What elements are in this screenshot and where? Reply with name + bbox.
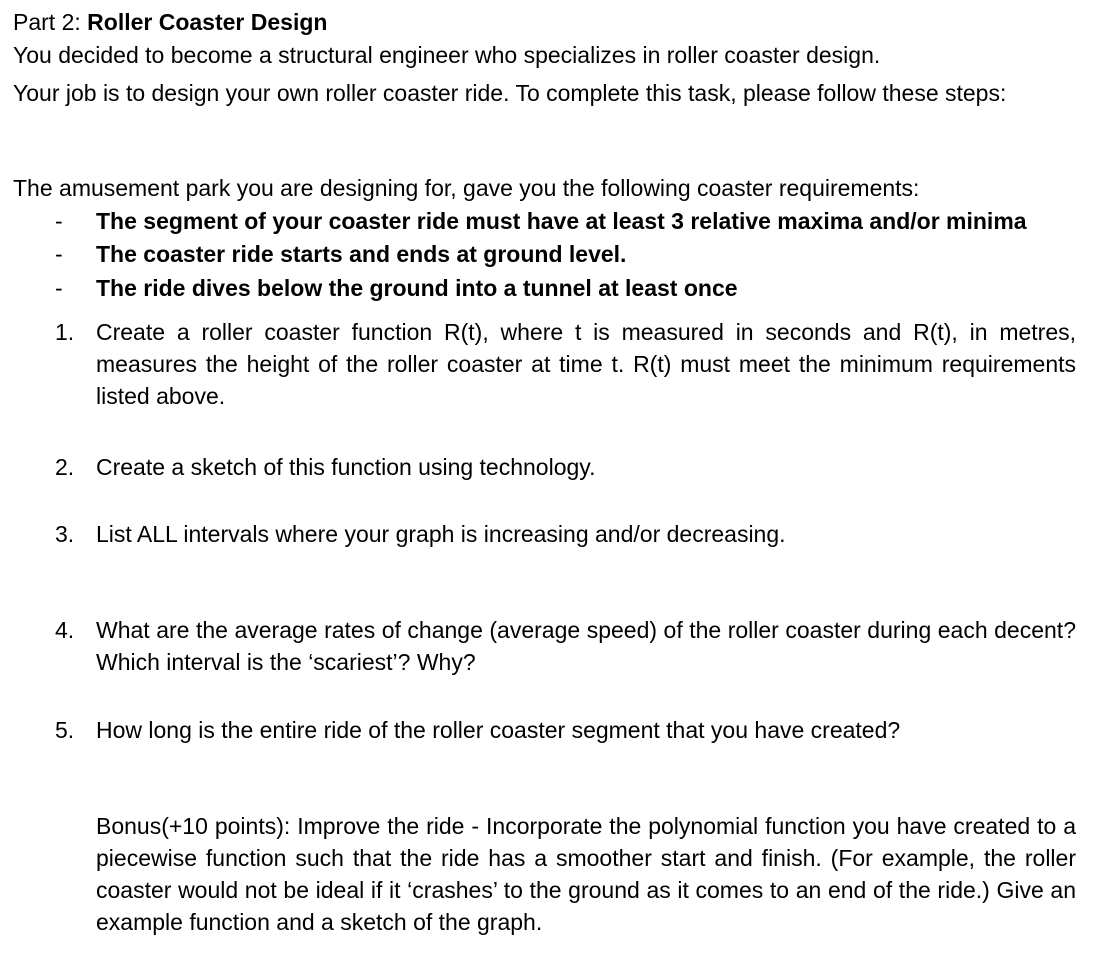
step-number: 1. <box>55 319 75 345</box>
requirements-lead: The amusement park you are designing for, gave you the following coaster requirements: <box>13 175 920 201</box>
requirement-item: The ride dives below the ground into a tunnel at least once <box>96 275 738 301</box>
part-title: Roller Coaster Design <box>87 9 328 35</box>
intro-line-2: Your job is to design your own roller coaster ride. To complete this task, please follow these steps: <box>13 80 1007 106</box>
part-label: Part 2: <box>13 9 88 35</box>
bonus-text: Bonus(+10 points): Improve the ride - Incorporate the polynomial function you have created to a piecewise function such that the ride has a smoother start and finish. (For example, the roller coaster would not be ideal if it ‘crashes’ to the ground as it comes to an end of the ride.) Give an example function and a sketch of the graph. <box>96 813 1076 935</box>
step-text: What are the average rates of change (average speed) of the roller coaster during each decent? Which interval is the ‘scariest’? Why? <box>96 617 1076 675</box>
step-number: 2. <box>55 454 75 480</box>
step-text: Create a roller coaster function R(t), where t is measured in seconds and R(t), in metres, measures the height of the roller coaster at time t. R(t) must meet the minimum requirements listed above. <box>96 319 1076 409</box>
requirement-item: The segment of your coaster ride must have at least 3 relative maxima and/or minima <box>96 208 1027 234</box>
step-number: 5. <box>55 717 75 743</box>
step-text: List ALL intervals where your graph is increasing and/or decreasing. <box>96 521 786 547</box>
step-text: Create a sketch of this function using technology. <box>96 454 596 480</box>
step-number: 4. <box>55 617 75 643</box>
step-number: 3. <box>55 521 75 547</box>
requirement-item: The coaster ride starts and ends at ground level. <box>96 241 627 267</box>
part-heading <box>13 6 327 38</box>
intro-line-1: You decided to become a structural engineer who specializes in roller coaster design. <box>13 42 881 68</box>
requirement-bullet: - <box>55 241 63 267</box>
requirement-bullet: - <box>55 208 63 234</box>
requirement-bullet: - <box>55 275 63 301</box>
step-text: How long is the entire ride of the roller coaster segment that you have created? <box>96 717 901 743</box>
